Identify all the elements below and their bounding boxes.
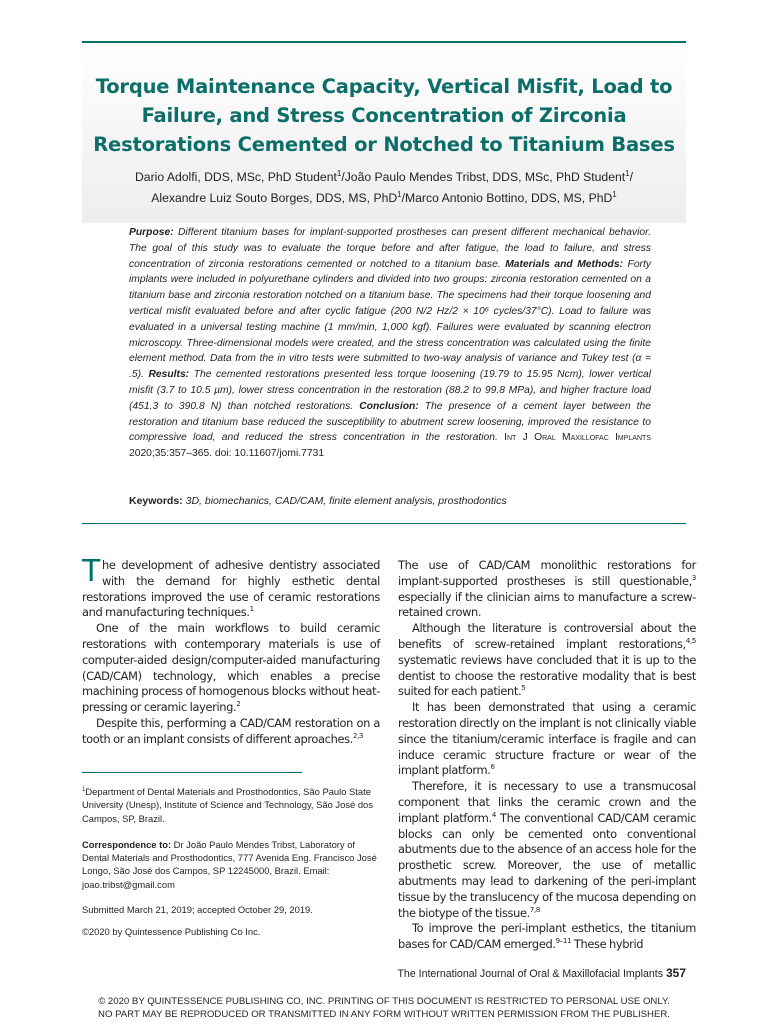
reference-mark: 2,3 [352,731,364,740]
reference-mark: 4,5 [685,637,696,646]
affiliation-mark: 1 [612,190,617,200]
submission-dates: Submitted March 21, 2019; accepted October 29, 2019. [82,904,313,915]
citation-journal: Int J Oral Maxillofac Implants [504,432,651,444]
reference-mark: 7,8 [529,905,540,914]
article-title: Torque Maintenance Capacity, Vertical Misfit, Load to Failure, and Stress Concentration of Zirconia Restorations Cemented or Notched to Titanium Bases [93,75,675,156]
abstract [129,225,651,462]
reference-mark: 3 [691,574,696,582]
author-1: Dario Adolfi, DDS, MSc, PhD Student [135,170,337,185]
affiliation-number: 1 [82,787,86,793]
correspondence-label: Correspondence to: [82,839,172,850]
abstract-purpose: Different titanium bases for implant-supported prostheses can present different mechanical behavior. The goal of this study was to evaluate the torque before and after fatigue, the load to failure, and stress concentration of zirconia restorations cemented or notched to a titanium base. [129,227,651,270]
reference-mark: 4 [491,810,496,819]
body-column-right [398,558,696,953]
reference-mark: 2 [236,700,241,709]
footnote-rule [82,772,302,773]
running-footer [397,966,686,980]
abstract-conclusion: The presence of a cement layer between the restoration and titanium base reduced the susceptibility to abutment screw loosening, improved the resistance to compressive load, and reduced the stress concentration in the restoration. [129,400,651,444]
reference-mark: 5 [521,684,526,693]
copyright-line: ©2020 by Quintessence Publishing Co Inc. [82,926,261,937]
body-paragraph: Despite this, performing a CAD/CAM restoration on a tooth or an implant consists of different aproaches.$^{2,3}$ [82,715,380,746]
reference-mark: 6 [490,763,495,772]
affiliation-mark: 1 [397,190,402,200]
citation-details: 2020;35:357–365. doi: 10.11607/jomi.7731 [129,448,325,460]
abstract-results-label: Results: [148,369,190,381]
section-rule [82,523,686,524]
abstract-methods-label: Materials and Methods: [505,258,623,270]
affiliation-footnote: $^1$Department of Dental Materials and Prosthodontics, São Paulo State University (Unesp), Institute of Science and Technology, São José dos Campos, SP, Brazil. [82,786,373,824]
body-paragraph: Therefore, it is necessary to use a transmucosal component that links the ceramic crown and the implant platform.$^4$ The conventional CAD/CAM ceramic blocks can only be cemented onto conventional abutments due to the absence of an access hole for the prosthetic screw. Moreover, the use of metallic abutments may lead to darkening of the peri-implant tissue by the translucency of the mucosa depending on the biotype of the tissue.$^{7,8}$ [398,779,696,920]
keywords-label: Keywords: [129,495,183,507]
drop-cap: T [82,554,100,589]
body-paragraph: The development of adhesive dentistry associated with the demand for highly esthetic dental restorations improved the use of ceramic restorations and manufacturing techniques.$^1$ [82,554,380,620]
body-paragraph: Although the literature is controversial about the benefits of screw-retained implant restorations,$^{4,5}$ systematic reviews have concluded that it is up to the dentist to choose the restorative modality that is best suited for each patient.$^5$ [398,621,696,699]
author-4: /Marco Antonio Bottino, DDS, MS, PhD [401,191,613,206]
body-column-left [82,554,380,748]
abstract-results: The cemented restorations presented less torque loosening (19.79 to 15.95 Ncm), lower vertical misfit (3.7 to 10.5 µm), lower stress concentration in the restoration (88.2 to 99.8 MPa), and higher fracture load (451.3 to 390.8 N) than notched restorations. [129,369,651,412]
author-2: /João Paulo Mendes Tribst, DDS, MSc, PhD Student [341,170,626,185]
keywords-text: 3D, biomechanics, CAD/CAM, finite element analysis, prosthodontics [182,495,507,507]
reference-mark: 9–11 [555,937,572,946]
affiliation-mark: 1 [336,169,342,178]
body-paragraph: To improve the peri-implant esthetics, the titanium bases for CAD/CAM emerged.$^{9-11}$ These hybrid [398,921,696,952]
author-3: Alexandre Luiz Souto Borges, DDS, MS, PhD [151,191,398,206]
abstract-conclusion-label: Conclusion: [359,400,419,412]
body-paragraph: It has been demonstrated that using a ceramic restoration directly on the implant is not clinically viable since the titanium/ceramic interface is fragile and can induce ceramic structure fracture or wear of the implant platform.$^6$ [398,700,696,778]
copyright-notice: © 2020 BY QUINTESSENCE PUBLISHING CO, INC. PRINTING OF THIS DOCUMENT IS RESTRICTED TO PERSONAL USE ONLY. NO PART MAY BE REPRODUCED OR TRANSMITTED IN ANY FORM WITHOUT WRITTEN PERMISSION FROM THE PUBLISHER. [98,996,670,1021]
author-separator: / [629,170,633,185]
author-list [96,165,672,207]
keywords [129,495,651,507]
body-paragraph: The use of CAD/CAM monolithic restorations for implant-supported prostheses is still questionable,$^3$ especially if the clinician aims to manufacture a screw-retained crown. [398,558,696,620]
abstract-purpose-label: Purpose: [129,227,174,238]
correspondence-footnote: Correspondence to: Dr João Paulo Mendes Tribst, Laboratory of Dental Materials and Prosthodontics, 777 Avenida Eng. Francisco José Longo, São José dos Campos, SP 12245000, Brazil. Email: joao.tribst@gmail.com [82,839,377,890]
page-number: 357 [665,966,686,980]
journal-name: The International Journal of Oral & Maxillofacial Implants [397,968,666,980]
reference-mark: 1 [249,605,254,614]
body-paragraph: One of the main workflows to build ceramic restorations with contemporary materials is use of computer-aided design/computer-aided manufacturing (CAD/CAM) technology, which enables a precise machining process of homogenous blocks without heat-pressing or ceramic layering.$^2$ [82,621,380,715]
abstract-methods: Forty implants were included in polyurethane cylinders and divided into two groups: zirconia restoration cemented on a titanium base and zirconia restoration notched on a titanium base. The specimens had their torque loosening and vertical misfit evaluated before and after cyclic fatigue (200 N/2 Hz/2 × 10⁶ cycles/37°C). Load to failure was evaluated in a universal testing machine (1 mm/min, 1,000 kgf). Failures were evaluated by scanning electron microscopy. Three-dimensional models were created, and the stress concentration was calculated using the finite element method. Data from the in vitro tests were submitted to two-way analysis of variance and Tukey test (α = .5). [129,258,651,381]
affiliation-mark: 1 [625,169,630,178]
